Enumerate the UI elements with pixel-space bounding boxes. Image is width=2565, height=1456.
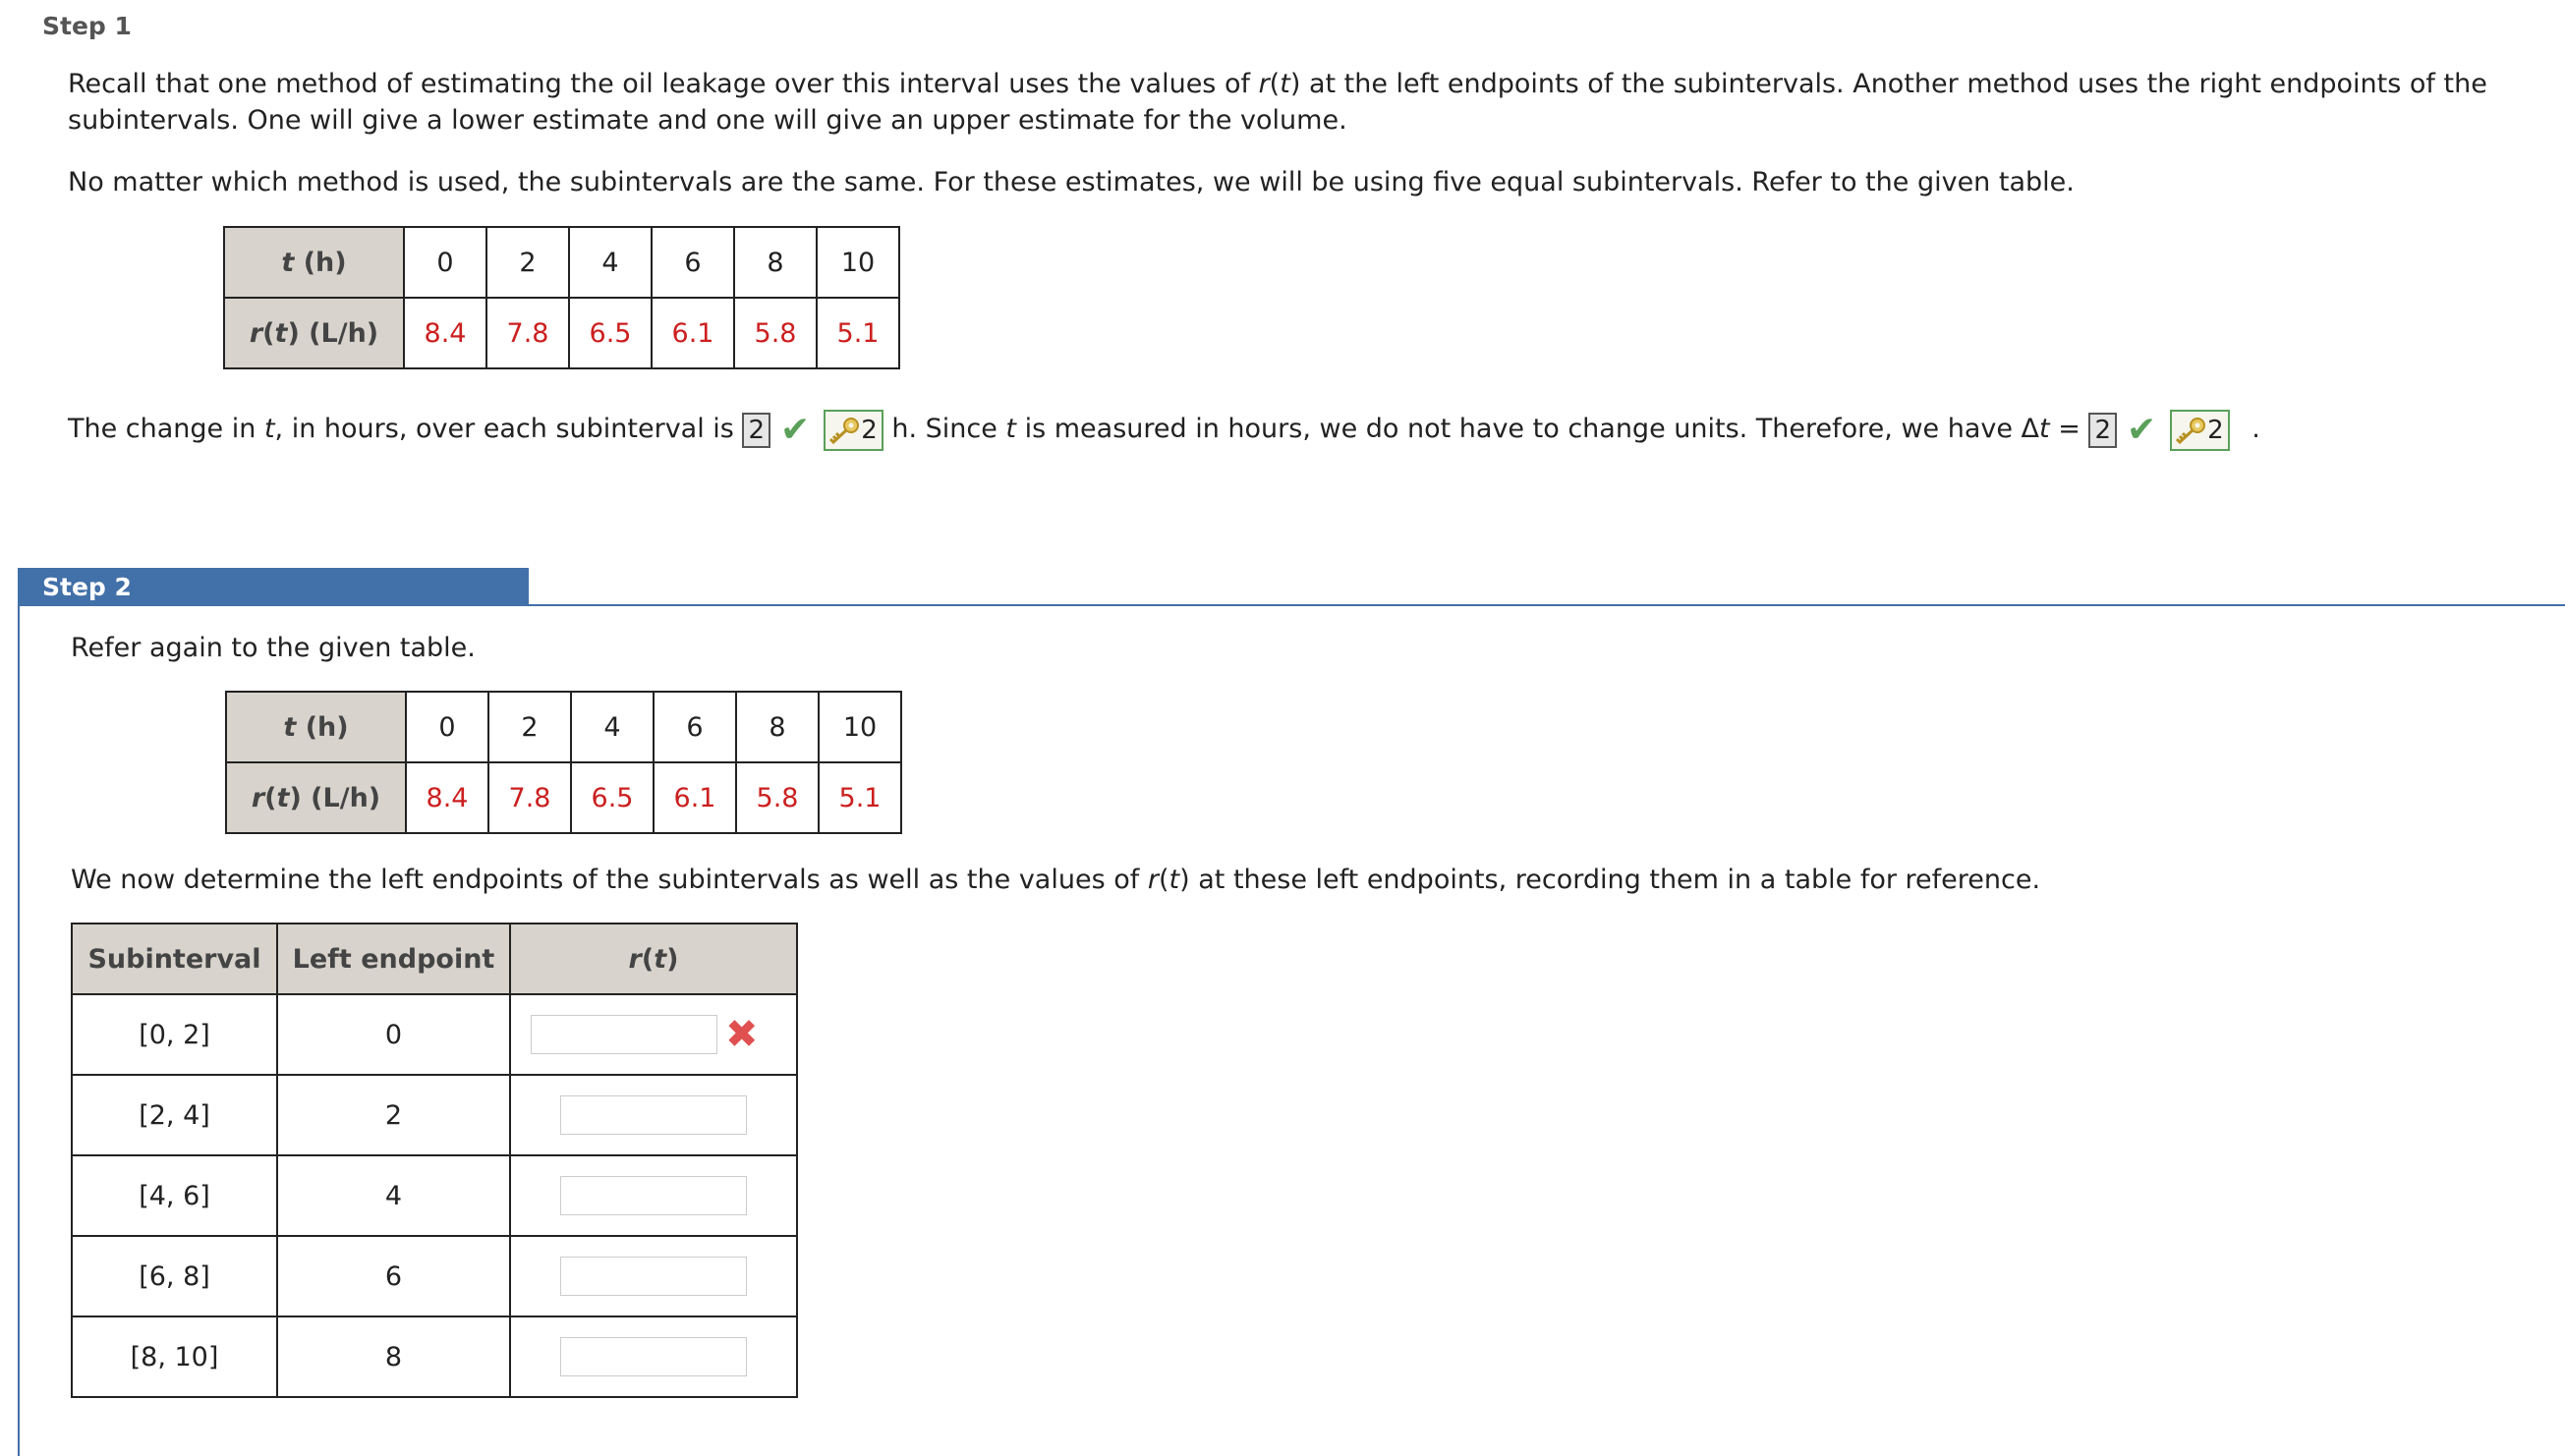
table-row [72,1075,797,1155]
left-endpoint-cell: 4 [277,1155,510,1236]
left-endpoint-table [71,923,798,1398]
t-value: 10 [819,692,901,762]
answer-box-1[interactable]: 2 [742,413,770,448]
t-row [226,692,901,762]
r-row [224,298,899,368]
step1-label: Step 1 [42,12,132,40]
table-row [72,1236,797,1316]
col-r-of-t: r(t) [510,924,797,994]
r-value: 8.4 [404,298,486,368]
r-value: 7.8 [486,298,569,368]
t-value: 2 [486,227,569,298]
step2-divider [529,604,2565,606]
r-value: 8.4 [406,762,488,833]
subinterval-cell: [0, 2] [72,994,277,1075]
left-endpoint-cell: 8 [277,1316,510,1397]
t-value: 4 [569,227,652,298]
r-value-input[interactable] [560,1257,747,1296]
change-in-t-sentence: The change in t, in hours, over each subinterval is 2 ✔ 2 h. Since t is measured in hours, we do not have to change units. Therefore, we have Δt = 2 ✔ 2 . [68,409,2260,450]
check-icon: ✔ [780,409,811,450]
step2-left-border [18,606,20,1456]
t-value: 4 [571,692,654,762]
t-value: 6 [654,692,736,762]
key-icon [2174,416,2207,445]
subinterval-cell: [8, 10] [72,1316,277,1397]
r-value-input[interactable] [560,1095,747,1135]
left-endpoint-cell: 6 [277,1236,510,1316]
endpoint-table-header [72,924,797,994]
check-icon: ✔ [2126,409,2157,450]
r-row [226,762,901,833]
table-row [72,994,797,1075]
r-value: 5.8 [736,762,819,833]
r-value-input[interactable] [531,1015,717,1054]
t-value: 6 [652,227,734,298]
col-subinterval: Subinterval [72,924,277,994]
r-header: r(t) (L/h) [224,298,404,368]
r-value-input[interactable] [560,1337,747,1376]
r-value: 6.1 [654,762,736,833]
r-value: 6.5 [569,298,652,368]
subinterval-cell: [4, 6] [72,1155,277,1236]
t-value: 0 [404,227,486,298]
key-answer-1[interactable]: 2 [824,410,884,451]
r-value: 7.8 [488,762,571,833]
r-value: 5.1 [817,298,899,368]
answer-box-2[interactable]: 2 [2088,413,2117,448]
r-value-cell [510,1316,797,1397]
t-value: 8 [734,227,817,298]
left-endpoint-cell: 0 [277,994,510,1075]
r-header: r(t) (L/h) [226,762,406,833]
r-value-cell [510,994,797,1075]
table-row [72,1155,797,1236]
r-value-cell [510,1236,797,1316]
subinterval-cell: [2, 4] [72,1075,277,1155]
r-value: 5.1 [819,762,901,833]
step2-header[interactable]: Step 2 [18,568,529,606]
t-value: 2 [488,692,571,762]
t-value: 10 [817,227,899,298]
step1-paragraph-2: No matter which method is used, the subintervals are the same. For these estimates, we will be using five equal subintervals. Refer to the given table. [68,167,2075,197]
given-table-step2 [225,691,902,834]
subinterval-cell: [6, 8] [72,1236,277,1316]
r-value: 6.1 [652,298,734,368]
t-header: t (h) [224,227,404,298]
incorrect-x-icon: ✖ [725,1012,759,1057]
left-endpoint-cell: 2 [277,1075,510,1155]
determine-endpoints-text: We now determine the left endpoints of the subintervals as well as the values of r(t) at these left endpoints, recording them in a table for reference. [71,865,2041,895]
step1-paragraph-1: Recall that one method of estimating the oil leakage over this interval uses the values of r(t) at the left endpoints of the subintervals. Another method uses the right endpoints of the subintervals. One will give a lower estimate and one will give an upper estimate for the volume. [68,69,2487,136]
col-left-endpoint: Left endpoint [277,924,510,994]
refer-again-text: Refer again to the given table. [71,633,476,663]
r-value: 5.8 [734,298,817,368]
t-header: t (h) [226,692,406,762]
table-row [72,1316,797,1397]
t-row [224,227,899,298]
key-icon [827,416,861,445]
r-value-cell [510,1155,797,1236]
r-value-input[interactable] [560,1176,747,1215]
t-value: 8 [736,692,819,762]
t-value: 0 [406,692,488,762]
key-answer-2[interactable]: 2 [2170,410,2230,451]
r-value: 6.5 [571,762,654,833]
given-table-step1 [223,226,900,369]
r-value-cell [510,1075,797,1155]
